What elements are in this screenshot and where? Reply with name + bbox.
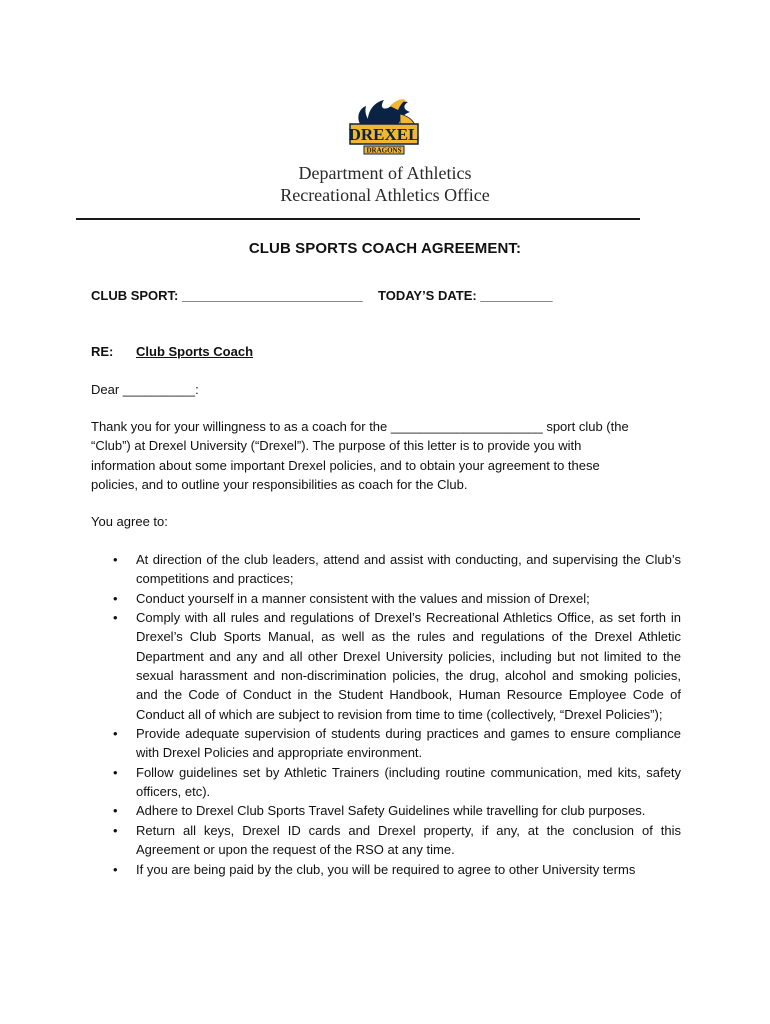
list-item-text: Return all keys, Drexel ID cards and Drexel property, if any, at the conclusion of this Agreement or upon the request of the RSO at any time. — [136, 822, 681, 858]
document-title: CLUB SPORTS COACH AGREEMENT: — [248, 240, 522, 257]
list-item-text: At direction of the club leaders, attend and assist with conducting, and supervising the Club’s competitions and practices; — [136, 552, 681, 587]
dept-line-1: Department of Athletics — [298, 163, 472, 183]
intro-paragraph — [91, 417, 691, 494]
field-row — [91, 286, 553, 305]
list-item-text: Adhere to Drexel Club Sports Travel Safety Guidelines while travelling for club purposes. — [136, 803, 646, 819]
logo-wordmark: DREXEL — [348, 125, 420, 144]
intro-line: Thank you for your willingness to as a coach for the _____________________ sport club (the — [91, 419, 629, 434]
re-subject: Club Sports Coach — [136, 344, 254, 359]
logo-subtext: DRAGONS — [366, 146, 402, 155]
list-item — [91, 550, 681, 589]
list-item-text: Conduct yourself in a manner consistent with the values and mission of Drexel; — [136, 590, 590, 606]
list-item — [91, 821, 681, 860]
re-row — [91, 342, 254, 361]
agree-intro: You agree to: — [91, 514, 168, 529]
agreement-list — [91, 550, 681, 879]
re-label: RE: — [91, 344, 114, 359]
list-item — [91, 589, 681, 608]
list-item-text: Provide adequate supervision of students during practices and games to ensure compliance with Drexel Policies and appropriate environment. — [136, 726, 681, 761]
list-item — [91, 860, 681, 879]
intro-line: policies, and to outline your responsibilities as coach for the Club. — [91, 476, 468, 492]
list-item-text: Comply with all rules and regulations of Drexel’s Recreational Athletics Office, as set forth in Drexel’s Club Sports Manual, as well as the rules and regulations of the Drexel Athletic Department and any and all other Drexel University policies, including but not limited to the sexual harassment and non-discrimination policies, the drug, alcohol and smoking policies, and the Code of Conduct in the Student Handbook, Human Resource Employee Code of Conduct all of which are subject to revision from time to time (collectively, “Drexel Policies”); — [136, 610, 681, 722]
drexel-dragons-logo — [338, 96, 430, 162]
todays-date-field: TODAY’S DATE: __________ — [378, 288, 553, 303]
dept-line-2: Recreational Athletics Office — [280, 185, 490, 205]
salutation: Dear __________: — [91, 382, 199, 397]
list-item — [91, 801, 681, 820]
list-item-text: Follow guidelines set by Athletic Trainers (including routine communication, med kits, safety officers, etc). — [136, 764, 681, 800]
intro-line: information about some important Drexel policies, and to obtain your agreement to these — [91, 457, 600, 473]
list-item — [91, 763, 681, 802]
department-heading — [0, 162, 770, 206]
list-item — [91, 608, 681, 724]
intro-line: “Club”) at Drexel University (“Drexel”). The purpose of this letter is to provide you with — [91, 438, 582, 454]
header-divider — [76, 218, 640, 220]
club-sport-field: CLUB SPORT: _________________________ — [91, 288, 363, 303]
list-item — [91, 724, 681, 763]
list-item-text: If you are being paid by the club, you will be required to agree to other University terms — [136, 861, 636, 877]
